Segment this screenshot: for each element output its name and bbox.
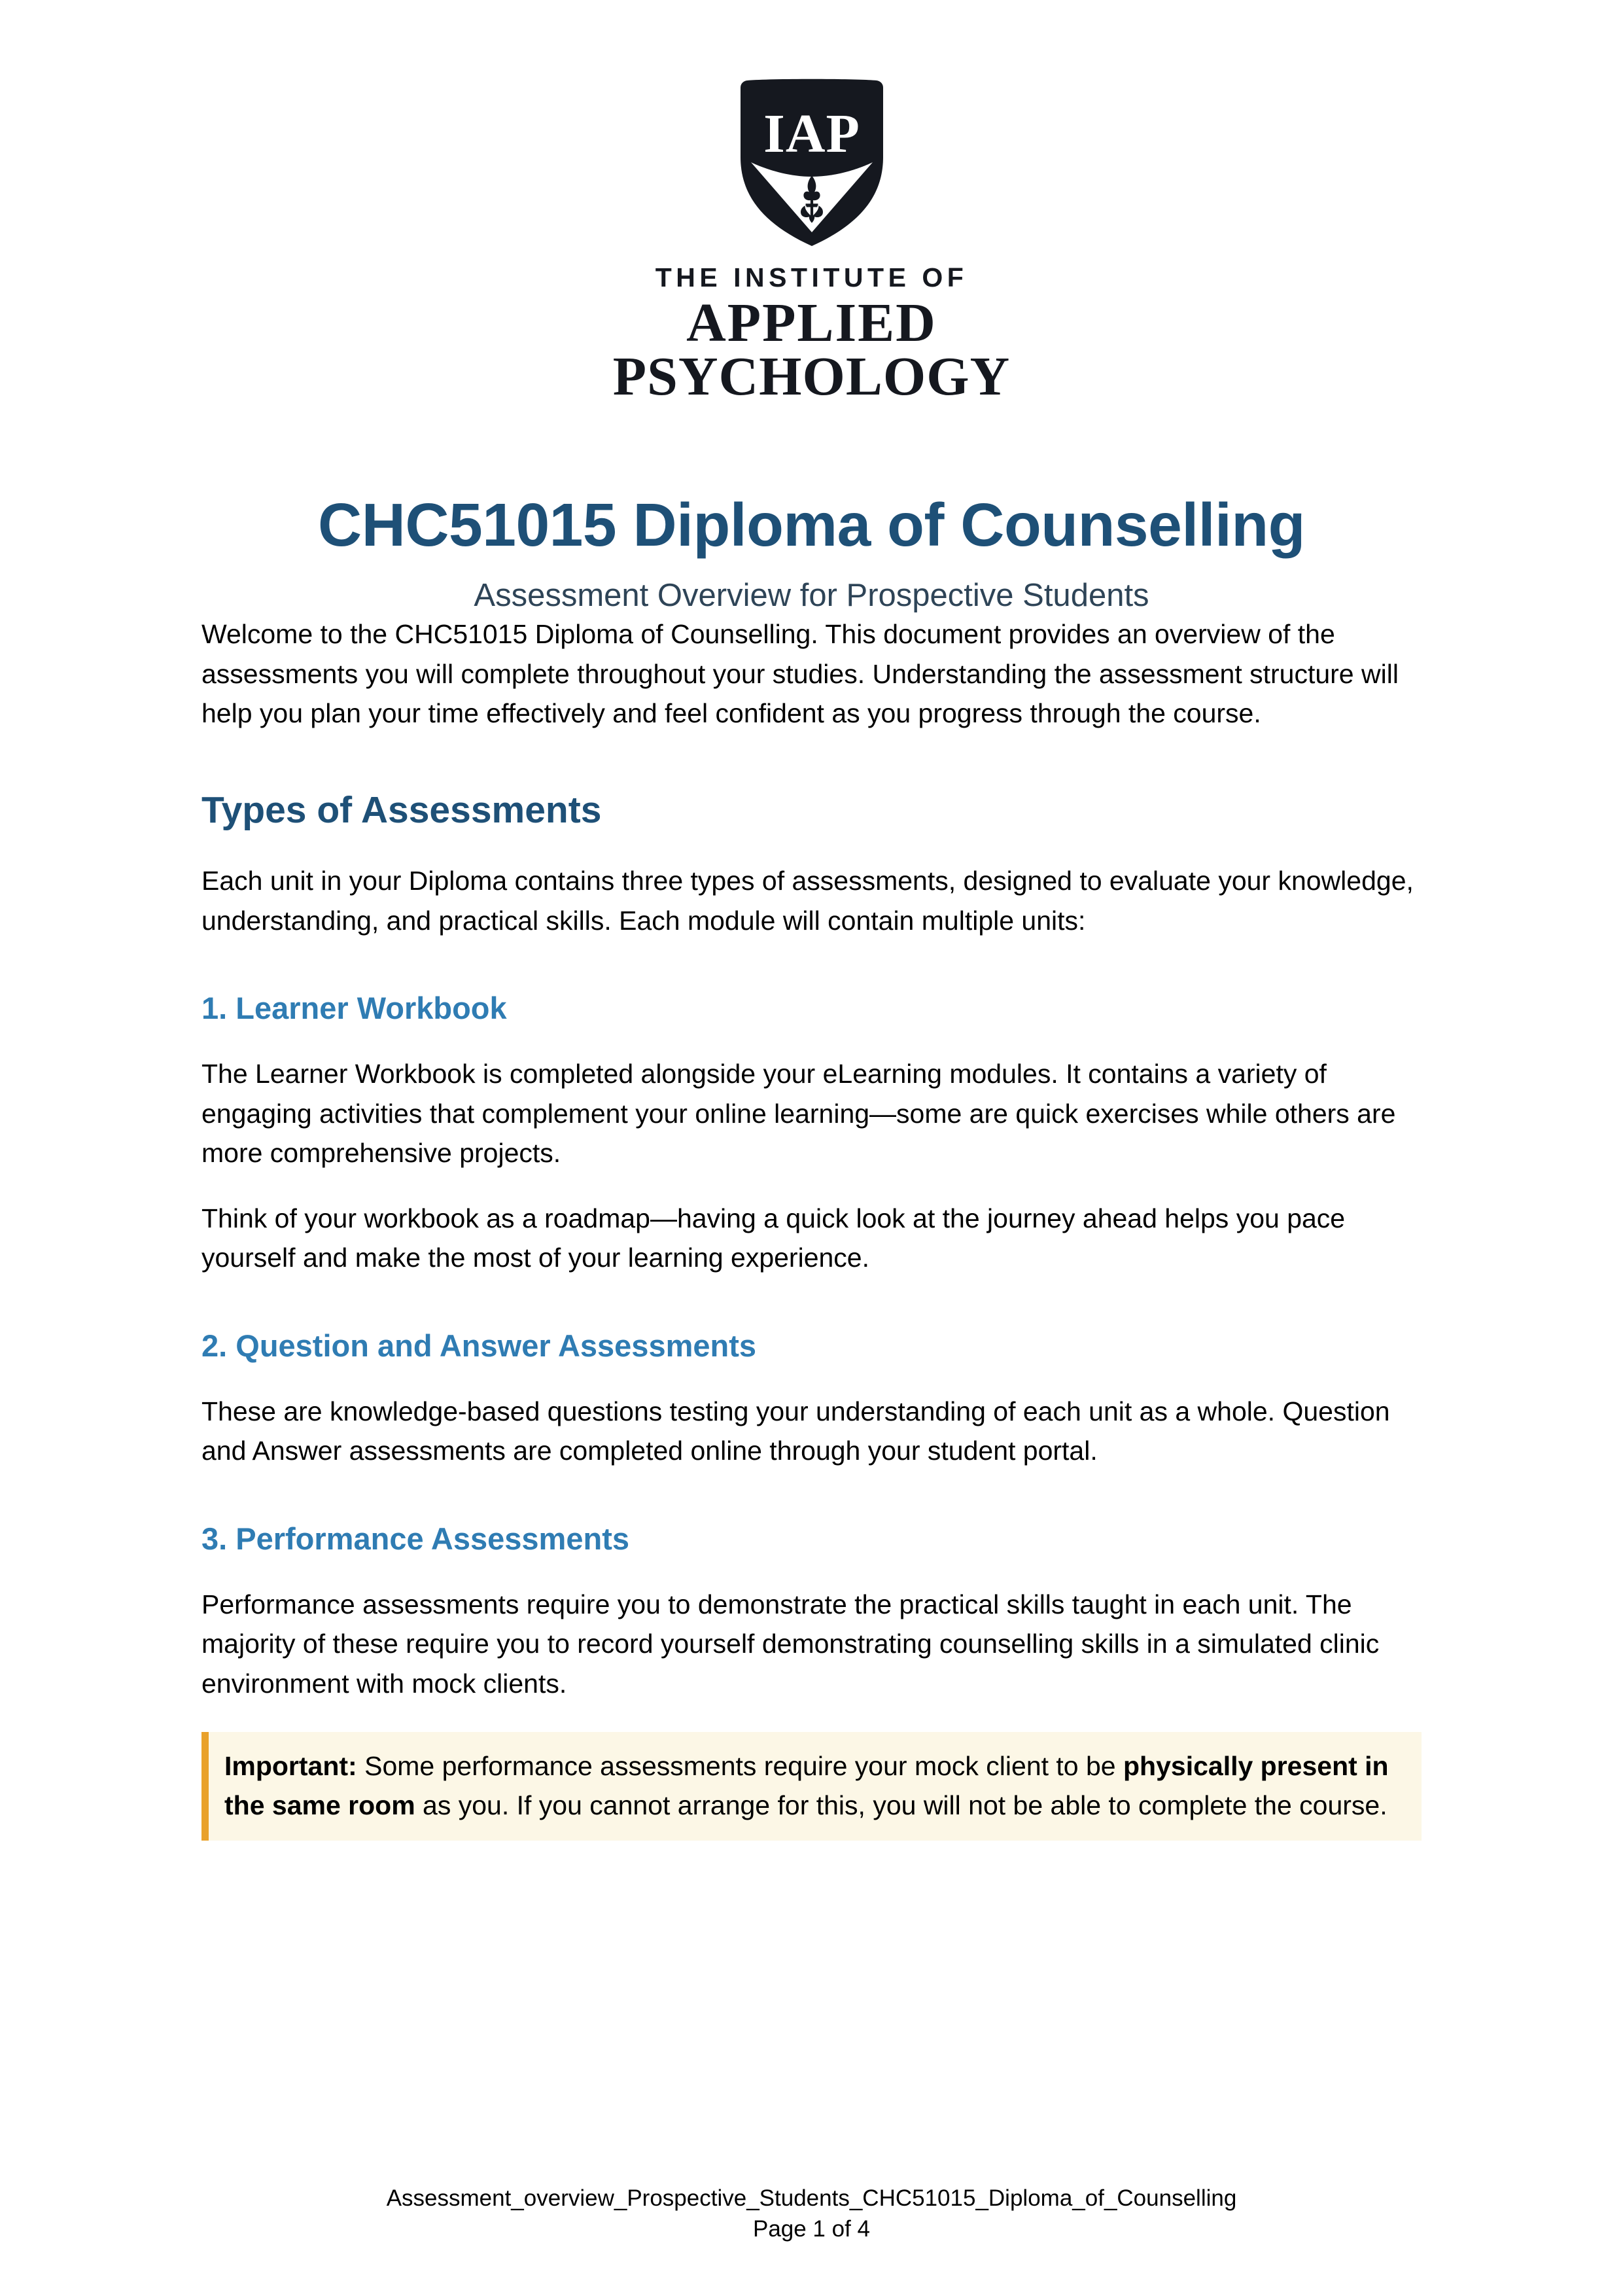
question-answer-paragraph-1: These are knowledge-based questions testing your understanding of each unit as a whole. Question and Answer assessments are completed online through your student portal. xyxy=(201,1396,1390,1466)
wordmark-line-institute: THE INSTITUTE OF xyxy=(655,262,968,292)
important-callout-text xyxy=(224,1746,1405,1826)
document-content xyxy=(201,404,1422,1841)
learner-workbook-paragraph-1: The Learner Workbook is completed alongside your eLearning modules. It contains a variety of engaging activities that complement your online learning—some are quick exercises while others are more comprehensive projects. xyxy=(201,1059,1396,1168)
page-title: CHC51015 Diploma of Counselling xyxy=(318,491,1305,559)
page-footer xyxy=(0,2183,1623,2245)
subheading-learner-workbook: 1. Learner Workbook xyxy=(201,991,507,1026)
logo-wordmark xyxy=(612,262,1011,407)
intro-paragraph: Welcome to the CHC51015 Diploma of Counselling. This document provides an overview of the assessments you will complete throughout your studies. Understanding the assessment structure will help you plan your time effectively and feel confident as you progress through the course. xyxy=(201,619,1399,728)
important-callout-text-part1: Some performance assessments require your mock client to be xyxy=(357,1750,1123,1781)
footer-filename: Assessment_overview_Prospective_Students_CHC51015_Diploma_of_Counselling xyxy=(386,2185,1237,2212)
page-subtitle: Assessment Overview for Prospective Students xyxy=(474,577,1149,613)
footer-page-number: Page 1 of 4 xyxy=(752,2216,871,2242)
important-callout xyxy=(201,1732,1422,1841)
important-callout-label: Important: xyxy=(224,1750,357,1781)
organization-logo xyxy=(0,0,1623,407)
wordmark-line-psychology: PSYCHOLOGY xyxy=(612,345,1011,407)
important-callout-text-part2: as you. If you cannot arrange for this, you will not be able to complete the course. xyxy=(415,1790,1387,1821)
section-heading-types-of-assessments: Types of Assessments xyxy=(201,789,602,832)
types-intro-paragraph: Each unit in your Diploma contains three types of assessments, designed to evaluate your knowledge, understanding, and practical skills. Each module will contain multiple units: xyxy=(201,866,1414,936)
performance-assessments-paragraph-1: Performance assessments require you to demonstrate the practical skills taught in each unit. The majority of these require you to record yourself demonstrating counselling skills in a simulated clinic environment with mock clients. xyxy=(201,1589,1380,1699)
subheading-performance-assessments: 3. Performance Assessments xyxy=(201,1521,629,1556)
shield-icon xyxy=(737,79,887,247)
subheading-question-and-answer-assessments: 2. Question and Answer Assessments xyxy=(201,1328,757,1363)
svg-text:IAP: IAP xyxy=(763,103,860,164)
wordmark-line-applied: APPLIED xyxy=(686,292,937,353)
important-callout-emphasis: physically present in the same room xyxy=(224,1750,1389,1821)
learner-workbook-paragraph-2: Think of your workbook as a roadmap—having a quick look at the journey ahead helps you pace yourself and make the most of your learning experience. xyxy=(201,1203,1346,1273)
